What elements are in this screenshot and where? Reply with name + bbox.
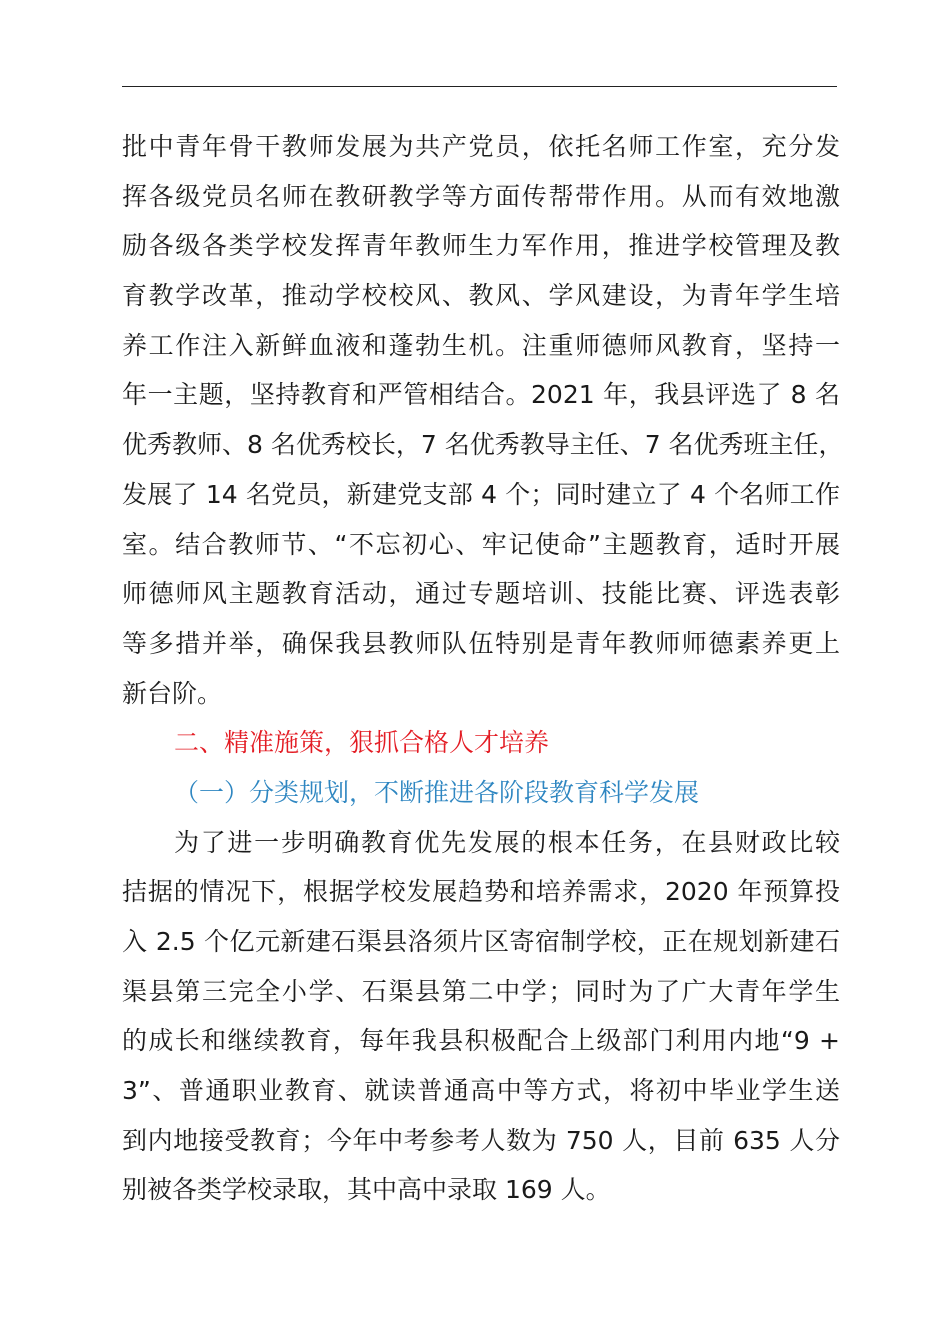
- text-line: 励各级各类学校发挥青年教师生力军作用，推进学校管理及教: [122, 231, 840, 261]
- text-line: 室。结合教师节、“不忘初心、牢记使命”主题教育，适时开展: [122, 529, 840, 559]
- paragraph-teacher-development: [122, 122, 844, 718]
- paragraph-education-planning: [122, 818, 840, 1216]
- text-line: 入 2.5 个亿元新建石渠县洛须片区寄宿制学校，正在规划新建石: [122, 927, 840, 956]
- text-line: 为了进一步明确教育优先发展的根本任务，在县财政比较: [174, 827, 840, 857]
- text-line: 拮据的情况下，根据学校发展趋势和培养需求，2020 年预算投: [122, 877, 840, 907]
- text-line: 等多措并举，确保我县教师队伍特别是青年教师师德素养更上: [122, 628, 840, 658]
- text-line: 养工作注入新鲜血液和蓬勃生机。注重师德师风教育，坚持一: [122, 330, 840, 360]
- text-line: 育教学改革，推动学校校风、教风、学风建设，为青年学生培: [122, 281, 840, 311]
- section-heading: 二、精准施策，狠抓合格人才培养: [174, 728, 550, 758]
- document-body: [122, 122, 844, 1215]
- header-rule: [122, 86, 837, 87]
- text-line: 到内地接受教育；今年中考参考人数为 750 人，目前 635 人分: [122, 1125, 840, 1155]
- text-line: 挥各级党员名师在教研教学等方面传帮带作用。从而有效地激: [122, 181, 840, 211]
- text-line: 3”、普通职业教育、就读普通高中等方式，将初中毕业学生送: [122, 1076, 840, 1106]
- text-line: 的成长和继续教育，每年我县积极配合上级部门利用内地“9 +: [122, 1026, 840, 1056]
- text-line: 渠县第三完全小学、石渠县第二中学；同时为了广大青年学生: [122, 976, 840, 1006]
- text-line: 批中青年骨干教师发展为共产党员，依托名师工作室，充分发: [122, 132, 840, 161]
- text-line: 发展了 14 名党员，新建党支部 4 个；同时建立了 4 个名师工作: [122, 479, 840, 509]
- text-line: 优秀教师、8 名优秀校长，7 名优秀教导主任、7 名优秀班主任，: [122, 430, 844, 460]
- text-line: 新台阶。: [122, 678, 223, 708]
- text-line: 别被各类学校录取，其中高中录取 169 人。: [122, 1175, 611, 1205]
- text-line: 师德师风主题教育活动，通过专题培训、技能比赛、评选表彰: [122, 579, 840, 609]
- text-line: 年一主题，坚持教育和严管相结合。2021 年，我县评选了 8 名: [122, 380, 840, 410]
- subsection-heading: （一）分类规划，不断推进各阶段教育科学发展: [174, 777, 700, 807]
